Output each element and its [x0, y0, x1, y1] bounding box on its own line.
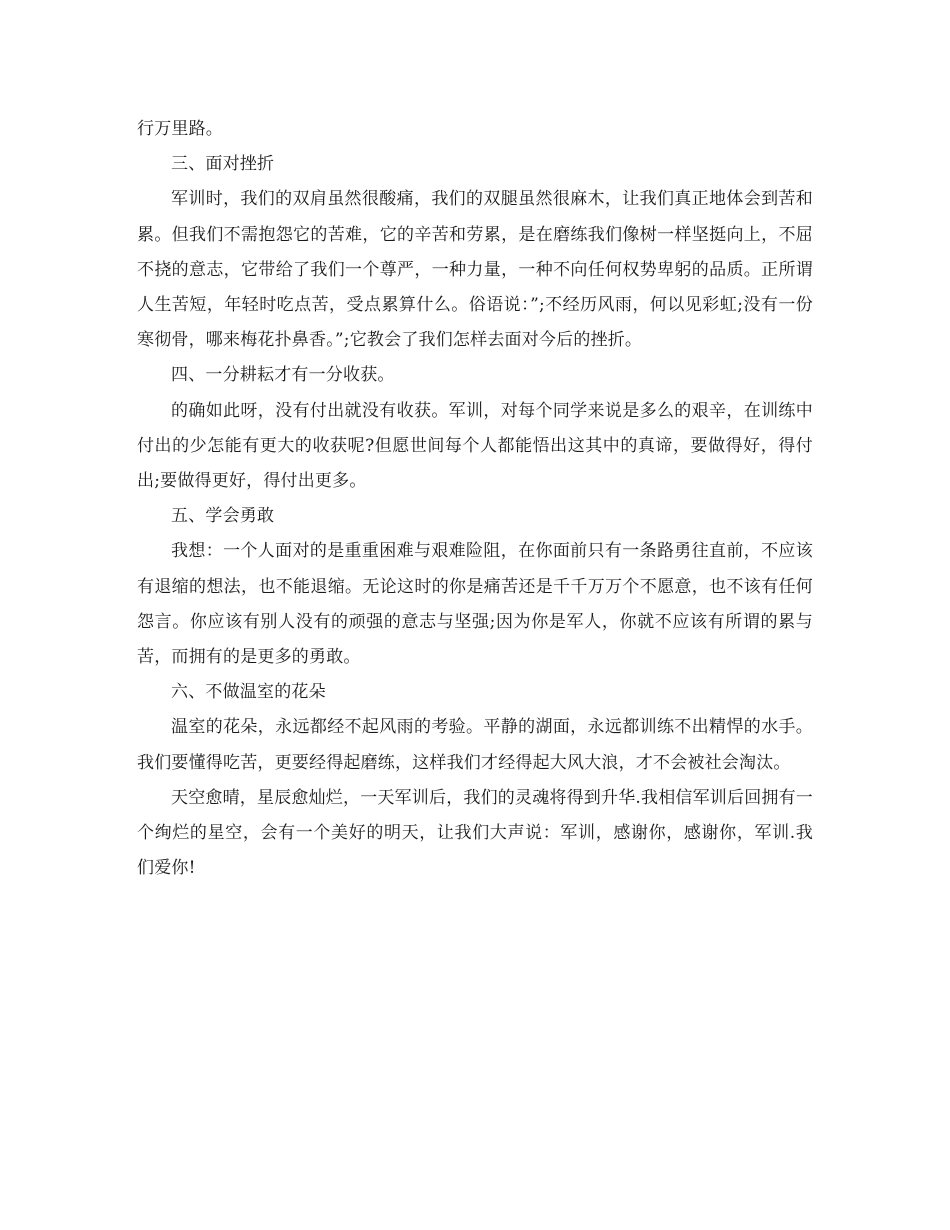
paragraph-effort-reward: 的确如此呀，没有付出就没有收获。军训，对每个同学来说是多么的艰辛，在训练中付出的少怎能有更大的收获呢?但愿世间每个人都能悟出这其中的真谛，要做得好，得付出;要做得更好，得付出更多。: [137, 400, 813, 492]
section-heading-be-brave: 五、学会勇敢: [171, 506, 275, 527]
section-heading-effort-reward: 四、一分耕耘才有一分收获。: [171, 365, 395, 386]
paragraph-not-greenhouse-flower: 温室的花朵，永远都经不起风雨的考验。平静的湖面，永远都训练不出精悍的水手。我们要懂得吃苦，更要经得起磨练，这样我们才经得起大风大浪，才不会被社会淘汰。: [137, 717, 813, 773]
paragraph-be-brave: 我想：一个人面对的是重重困难与艰难险阻，在你面前只有一条路勇往直前，不应该有退缩的想法，也不能退缩。无论这时的你是痛苦还是千千万万个不愿意，也不该有任何怨言。你应该有别人没有的顽强的意志与坚强;因为你是军人，你就不应该有所谓的累与苦，而拥有的是更多的勇敢。: [137, 541, 813, 668]
document-body: [137, 112, 813, 886]
paragraph-continuation: 行万里路。: [137, 119, 223, 139]
section-heading-face-setbacks: 三、面对挫折: [171, 154, 275, 175]
paragraph-conclusion: 天空愈晴，星辰愈灿烂，一天军训后，我们的灵魂将得到升华.我相信军训后回拥有一个绚烂的星空，会有一个美好的明天，让我们大声说：军训，感谢你，感谢你，军训.我们爱你!: [137, 787, 814, 879]
paragraph-face-setbacks: 军训时，我们的双肩虽然很酸痛，我们的双腿虽然很麻木，让我们真正地体会到苦和累。但我们不需抱怨它的苦难，它的辛苦和劳累，是在磨练我们像树一样坚挺向上，不屈不挠的意志，它带给了我们一个尊严，一种力量，一种不向任何权势卑躬的品质。正所谓人生苦短，年轻时吃点苦，受点累算什么。俗语说：”;不经历风雨，何以见彩虹;没有一份寒彻骨，哪来梅花扑鼻香。”;它教会了我们怎样去面对今后的挫折。: [137, 189, 813, 351]
section-heading-not-greenhouse-flower: 六、不做温室的花朵: [171, 682, 326, 703]
